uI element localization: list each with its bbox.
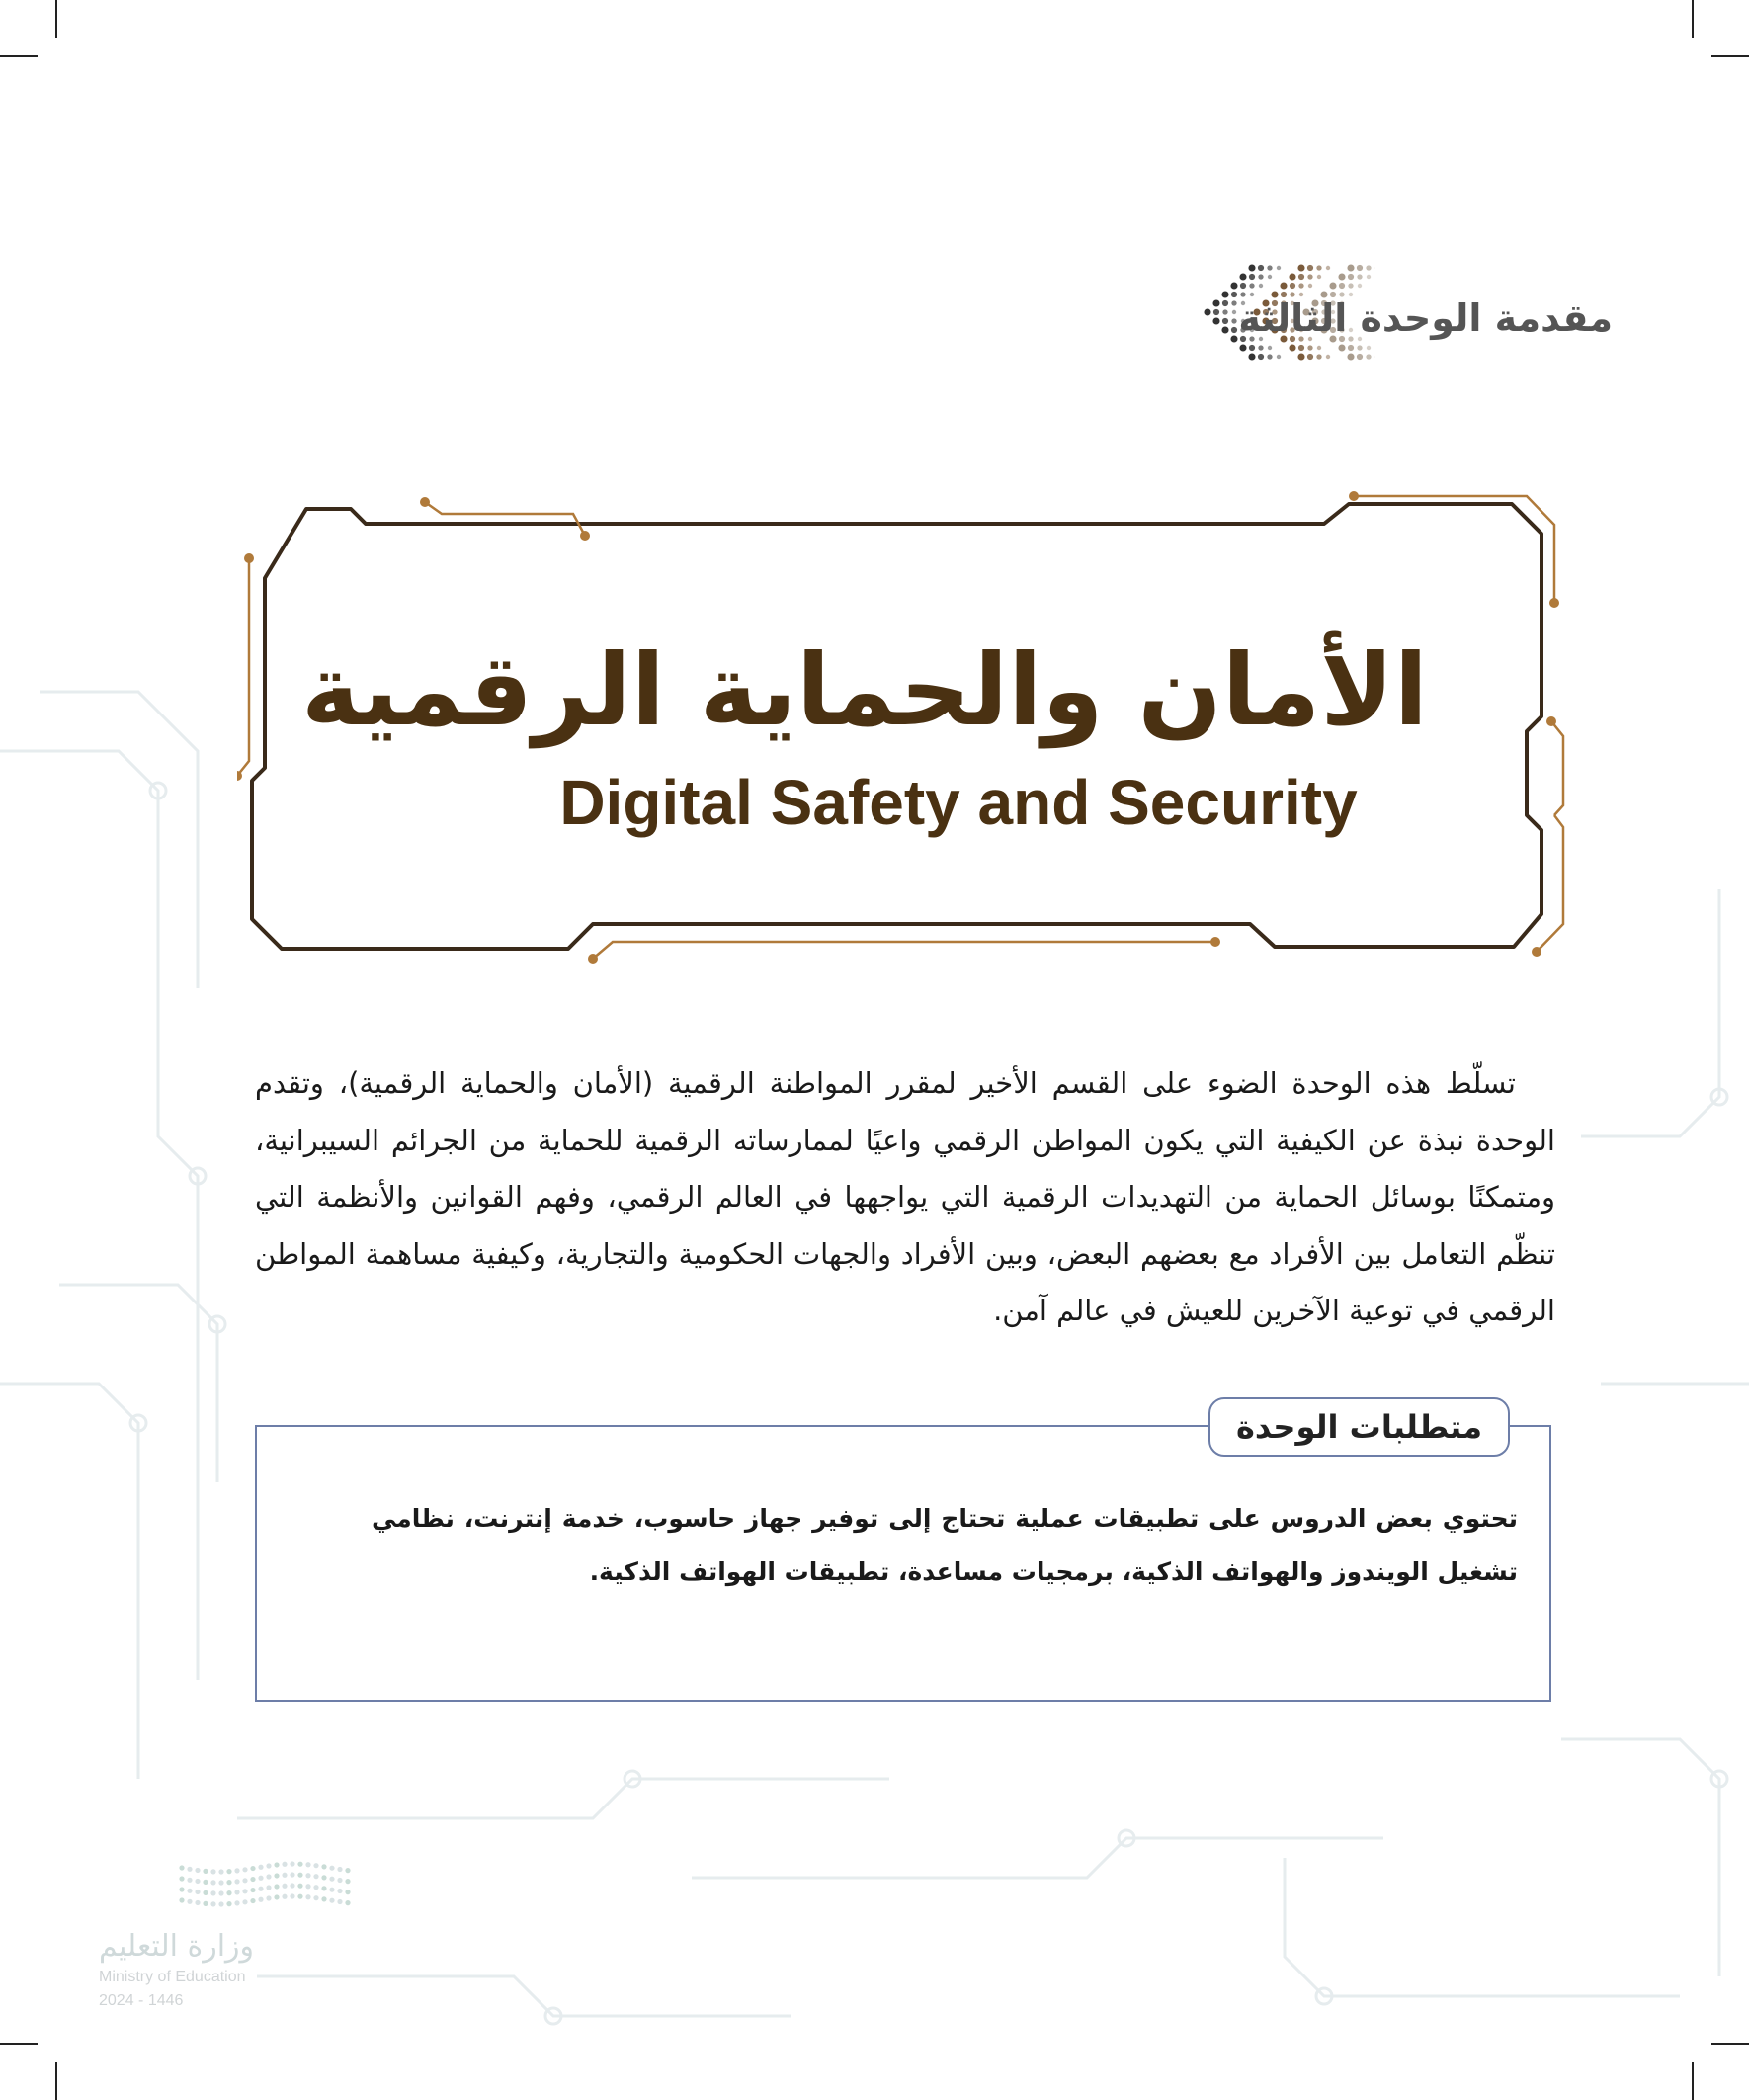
unit-title-arabic: الأمان والحماية الرقمية: [300, 632, 1429, 748]
intro-paragraph: تسلّط هذه الوحدة الضوء على القسم الأخير لمقرر المواطنة الرقمية (الأمان والحماية الرقمية)، وتقدم الوحدة نبذة عن الكيفية التي يكون المواطن الرقمي واعيًا لممارساته الرقمية للحماية من الجرائم السيبرانية، ومتمكنًا بوسائل الحماية من التهديدات الرقمية التي يواجهها في العالم الرقمي، وفهم القوانين والأنظمة التي تنظّم التعامل بين الأفراد مع بعضهم البعض، وبين الأفراد والجهات الحكومية والتجارية، وكيفية مساهمة المواطن الرقمي في توعية الآخرين للعيش في عالم آمن.: [255, 1066, 1555, 1327]
requirements-text: تحتوي بعض الدروس على تطبيقات عملية تحتاج إلى توفير جهاز حاسوب، خدمة إنترنت، نظامي تشغيل الويندوز والهواتف الذكية، برمجيات مساعدة، تطبيقات الهواتف الذكية.: [372, 1504, 1518, 1586]
crop-mark: [55, 2062, 57, 2100]
requirements-box: [255, 1408, 1551, 1702]
unit-title-english: Digital Safety and Security: [559, 767, 1358, 838]
crop-mark: [1692, 2062, 1694, 2100]
crop-mark: [1711, 55, 1749, 57]
crop-mark: [0, 55, 38, 57]
unit-header: [1198, 287, 1613, 395]
ministry-name-arabic: وزارة التعليم: [99, 1929, 255, 1964]
requirements-heading: متطلبات الوحدة: [1208, 1397, 1510, 1457]
ministry-name-english: Ministry of Education: [99, 1969, 246, 1985]
unit-header-label: مقدمة الوحدة الثالثة: [1238, 296, 1613, 340]
ministry-year: 2024 - 1446: [99, 1992, 184, 2009]
ministry-dots-icon: [91, 1858, 358, 1921]
crop-mark: [55, 0, 57, 38]
crop-mark: [0, 2043, 38, 2045]
crop-mark: [1711, 2043, 1749, 2045]
ministry-logo: [91, 1858, 387, 2016]
crop-mark: [1692, 0, 1694, 38]
